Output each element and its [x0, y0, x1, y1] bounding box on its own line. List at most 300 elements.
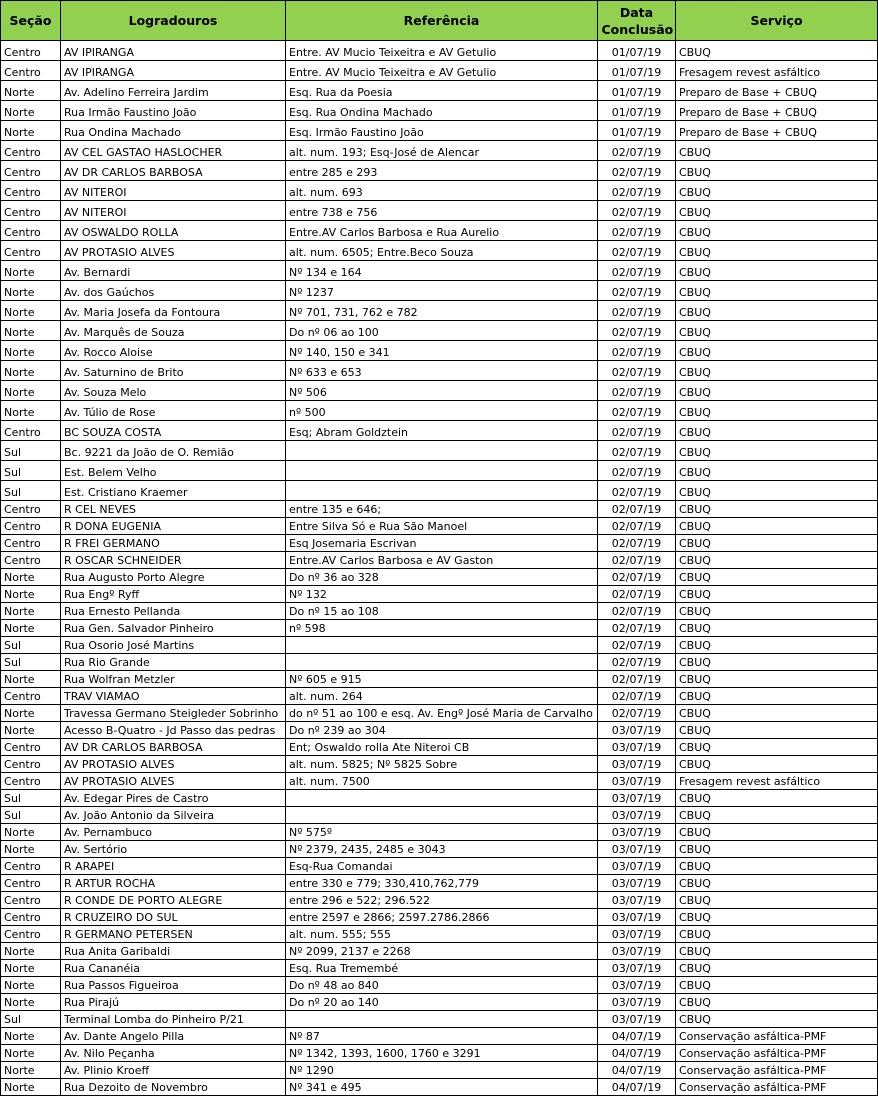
header-logradouros[interactable]: Logradouros	[61, 1, 286, 41]
secao-cell[interactable]: Norte	[1, 321, 61, 341]
data-cell[interactable]: 02/07/19	[598, 321, 676, 341]
servico-cell[interactable]: CBUQ	[676, 790, 878, 807]
data-cell[interactable]: 04/07/19	[598, 1079, 676, 1096]
secao-cell[interactable]: Centro	[1, 141, 61, 161]
logradouro-cell[interactable]: Rua Rio Grande	[61, 654, 286, 671]
servico-cell[interactable]: Conservação asfáltica-PMF	[676, 1028, 878, 1045]
secao-cell[interactable]: Sul	[1, 790, 61, 807]
data-cell[interactable]: 02/07/19	[598, 620, 676, 637]
header-data-conclusao[interactable]: Data Conclusão	[598, 1, 676, 41]
servico-cell[interactable]: CBUQ	[676, 221, 878, 241]
data-cell[interactable]: 02/07/19	[598, 221, 676, 241]
servico-cell[interactable]: CBUQ	[676, 552, 878, 569]
secao-cell[interactable]: Norte	[1, 381, 61, 401]
logradouro-cell[interactable]: R OSCAR SCHNEIDER	[61, 552, 286, 569]
data-cell[interactable]: 02/07/19	[598, 281, 676, 301]
referencia-cell[interactable]	[286, 637, 598, 654]
logradouro-cell[interactable]: AV IPIRANGA	[61, 61, 286, 81]
servico-cell[interactable]: CBUQ	[676, 321, 878, 341]
secao-cell[interactable]: Sul	[1, 481, 61, 501]
data-cell[interactable]: 02/07/19	[598, 603, 676, 620]
logradouro-cell[interactable]: R CRUZEIRO DO SUL	[61, 909, 286, 926]
secao-cell[interactable]: Centro	[1, 181, 61, 201]
secao-cell[interactable]: Centro	[1, 773, 61, 790]
referencia-cell[interactable]	[286, 481, 598, 501]
servico-cell[interactable]: CBUQ	[676, 361, 878, 381]
referencia-cell[interactable]: Nº 1237	[286, 281, 598, 301]
servico-cell[interactable]: CBUQ	[676, 535, 878, 552]
referencia-cell[interactable]: Entre.AV Carlos Barbosa e AV Gaston	[286, 552, 598, 569]
servico-cell[interactable]: CBUQ	[676, 241, 878, 261]
logradouro-cell[interactable]: Av. Marquês de Souza	[61, 321, 286, 341]
data-cell[interactable]: 03/07/19	[598, 909, 676, 926]
logradouro-cell[interactable]: Av. Bernardi	[61, 261, 286, 281]
servico-cell[interactable]: CBUQ	[676, 441, 878, 461]
data-cell[interactable]: 04/07/19	[598, 1028, 676, 1045]
secao-cell[interactable]: Norte	[1, 301, 61, 321]
logradouro-cell[interactable]: Rua Gen. Salvador Pinheiro	[61, 620, 286, 637]
data-cell[interactable]: 03/07/19	[598, 773, 676, 790]
data-cell[interactable]: 03/07/19	[598, 722, 676, 739]
servico-cell[interactable]: CBUQ	[676, 341, 878, 361]
servico-cell[interactable]: CBUQ	[676, 301, 878, 321]
servico-cell[interactable]: CBUQ	[676, 722, 878, 739]
referencia-cell[interactable]: Nº 633 e 653	[286, 361, 598, 381]
logradouro-cell[interactable]: Av. Dante Angelo Pilla	[61, 1028, 286, 1045]
secao-cell[interactable]: Centro	[1, 858, 61, 875]
header-servico[interactable]: Serviço	[676, 1, 878, 41]
referencia-cell[interactable]: Nº 1342, 1393, 1600, 1760 e 3291	[286, 1045, 598, 1062]
servico-cell[interactable]: CBUQ	[676, 807, 878, 824]
referencia-cell[interactable]: alt. num. 264	[286, 688, 598, 705]
referencia-cell[interactable]: Ent; Oswaldo rolla Ate Niteroi CB	[286, 739, 598, 756]
secao-cell[interactable]: Centro	[1, 501, 61, 518]
data-cell[interactable]: 02/07/19	[598, 441, 676, 461]
logradouro-cell[interactable]: Av. Souza Melo	[61, 381, 286, 401]
logradouro-cell[interactable]: Est. Belem Velho	[61, 461, 286, 481]
logradouro-cell[interactable]: Rua Ondina Machado	[61, 121, 286, 141]
logradouro-cell[interactable]: AV DR CARLOS BARBOSA	[61, 161, 286, 181]
data-cell[interactable]: 02/07/19	[598, 261, 676, 281]
data-cell[interactable]: 04/07/19	[598, 1062, 676, 1079]
logradouro-cell[interactable]: Rua Ernesto Pellanda	[61, 603, 286, 620]
referencia-cell[interactable]: entre 296 e 522; 296.522	[286, 892, 598, 909]
data-cell[interactable]: 02/07/19	[598, 201, 676, 221]
servico-cell[interactable]: Fresagem revest asfáltico	[676, 61, 878, 81]
data-cell[interactable]: 02/07/19	[598, 535, 676, 552]
servico-cell[interactable]: CBUQ	[676, 161, 878, 181]
logradouro-cell[interactable]: Av. Plinio Kroeff	[61, 1062, 286, 1079]
referencia-cell[interactable]	[286, 790, 598, 807]
referencia-cell[interactable]	[286, 441, 598, 461]
data-cell[interactable]: 03/07/19	[598, 841, 676, 858]
logradouro-cell[interactable]: Rua Osorio José Martins	[61, 637, 286, 654]
logradouro-cell[interactable]: R ARTUR ROCHA	[61, 875, 286, 892]
secao-cell[interactable]: Centro	[1, 41, 61, 61]
data-cell[interactable]: 01/07/19	[598, 121, 676, 141]
servico-cell[interactable]: CBUQ	[676, 181, 878, 201]
referencia-cell[interactable]: Do nº 36 ao 328	[286, 569, 598, 586]
data-cell[interactable]: 03/07/19	[598, 858, 676, 875]
logradouro-cell[interactable]: Av. João Antonio da Silveira	[61, 807, 286, 824]
secao-cell[interactable]: Sul	[1, 654, 61, 671]
data-cell[interactable]: 02/07/19	[598, 181, 676, 201]
referencia-cell[interactable]: entre 2597 e 2866; 2597.2786.2866	[286, 909, 598, 926]
logradouro-cell[interactable]: Av. Saturnino de Brito	[61, 361, 286, 381]
logradouro-cell[interactable]: AV PROTASIO ALVES	[61, 773, 286, 790]
referencia-cell[interactable]: Do nº 15 ao 108	[286, 603, 598, 620]
servico-cell[interactable]: CBUQ	[676, 421, 878, 441]
logradouro-cell[interactable]: R CONDE DE PORTO ALEGRE	[61, 892, 286, 909]
data-cell[interactable]: 03/07/19	[598, 977, 676, 994]
secao-cell[interactable]: Norte	[1, 341, 61, 361]
data-cell[interactable]: 02/07/19	[598, 569, 676, 586]
secao-cell[interactable]: Norte	[1, 994, 61, 1011]
secao-cell[interactable]: Norte	[1, 281, 61, 301]
logradouro-cell[interactable]: Av. Maria Josefa da Fontoura	[61, 301, 286, 321]
referencia-cell[interactable]: Do nº 48 ao 840	[286, 977, 598, 994]
servico-cell[interactable]: CBUQ	[676, 41, 878, 61]
referencia-cell[interactable]: Nº 140, 150 e 341	[286, 341, 598, 361]
servico-cell[interactable]: CBUQ	[676, 892, 878, 909]
data-cell[interactable]: 02/07/19	[598, 381, 676, 401]
referencia-cell[interactable]: Esq. Rua da Poesia	[286, 81, 598, 101]
data-cell[interactable]: 02/07/19	[598, 141, 676, 161]
logradouro-cell[interactable]: Est. Cristiano Kraemer	[61, 481, 286, 501]
referencia-cell[interactable]: Nº 87	[286, 1028, 598, 1045]
secao-cell[interactable]: Centro	[1, 61, 61, 81]
referencia-cell[interactable]: entre 135 e 646;	[286, 501, 598, 518]
referencia-cell[interactable]: entre 330 e 779; 330,410,762,779	[286, 875, 598, 892]
referencia-cell[interactable]: do nº 51 ao 100 e esq. Av. Engº José Maria de Carvalho	[286, 705, 598, 722]
secao-cell[interactable]: Norte	[1, 603, 61, 620]
table-row	[1, 705, 878, 722]
data-cell[interactable]: 02/07/19	[598, 705, 676, 722]
referencia-cell[interactable]: Nº 605 e 915	[286, 671, 598, 688]
logradouro-cell[interactable]: Av. Adelino Ferreira Jardim	[61, 81, 286, 101]
data-cell[interactable]: 03/07/19	[598, 875, 676, 892]
secao-cell[interactable]: Centro	[1, 688, 61, 705]
referencia-cell[interactable]: Do nº 20 ao 140	[286, 994, 598, 1011]
data-cell[interactable]: 02/07/19	[598, 586, 676, 603]
data-cell[interactable]: 02/07/19	[598, 501, 676, 518]
logradouro-cell[interactable]: AV CEL GASTAO HASLOCHER	[61, 141, 286, 161]
secao-cell[interactable]: Norte	[1, 101, 61, 121]
servico-cell[interactable]: CBUQ	[676, 201, 878, 221]
header-secao[interactable]: Seção	[1, 1, 61, 41]
data-cell[interactable]: 02/07/19	[598, 461, 676, 481]
data-cell[interactable]: 01/07/19	[598, 81, 676, 101]
secao-cell[interactable]: Centro	[1, 518, 61, 535]
referencia-cell[interactable]: Esq-Rua Comandai	[286, 858, 598, 875]
servico-cell[interactable]: CBUQ	[676, 603, 878, 620]
servico-cell[interactable]: CBUQ	[676, 671, 878, 688]
servico-cell[interactable]: CBUQ	[676, 926, 878, 943]
servico-cell[interactable]: Preparo de Base + CBUQ	[676, 81, 878, 101]
logradouro-cell[interactable]: R GERMANO PETERSEN	[61, 926, 286, 943]
logradouro-cell[interactable]: AV OSWALDO ROLLA	[61, 221, 286, 241]
logradouro-cell[interactable]: Av. Pernambuco	[61, 824, 286, 841]
servico-cell[interactable]: CBUQ	[676, 824, 878, 841]
logradouro-cell[interactable]: Rua Wolfran Metzler	[61, 671, 286, 688]
secao-cell[interactable]: Norte	[1, 841, 61, 858]
data-cell[interactable]: 04/07/19	[598, 1045, 676, 1062]
servico-cell[interactable]: Preparo de Base + CBUQ	[676, 121, 878, 141]
servico-cell[interactable]: CBUQ	[676, 281, 878, 301]
referencia-cell[interactable]: Nº 575º	[286, 824, 598, 841]
servico-cell[interactable]: CBUQ	[676, 977, 878, 994]
secao-cell[interactable]: Norte	[1, 1028, 61, 1045]
servico-cell[interactable]: CBUQ	[676, 569, 878, 586]
secao-cell[interactable]: Centro	[1, 161, 61, 181]
referencia-cell[interactable]: Nº 1290	[286, 1062, 598, 1079]
logradouro-cell[interactable]: Av. Túlio de Rose	[61, 401, 286, 421]
servico-cell[interactable]: CBUQ	[676, 909, 878, 926]
data-cell[interactable]: 02/07/19	[598, 421, 676, 441]
servico-cell[interactable]: CBUQ	[676, 381, 878, 401]
servico-cell[interactable]: CBUQ	[676, 688, 878, 705]
servico-cell[interactable]: CBUQ	[676, 401, 878, 421]
referencia-cell[interactable]: Nº 2379, 2435, 2485 e 3043	[286, 841, 598, 858]
servico-cell[interactable]: CBUQ	[676, 756, 878, 773]
referencia-cell[interactable]: nº 598	[286, 620, 598, 637]
logradouro-cell[interactable]: TRAV VIAMAO	[61, 688, 286, 705]
referencia-cell[interactable]: alt. num. 5825; Nº 5825 Sobre	[286, 756, 598, 773]
referencia-cell[interactable]	[286, 461, 598, 481]
data-cell[interactable]: 02/07/19	[598, 671, 676, 688]
servico-cell[interactable]: Conservação asfáltica-PMF	[676, 1079, 878, 1096]
logradouro-cell[interactable]: AV PROTASIO ALVES	[61, 241, 286, 261]
secao-cell[interactable]: Norte	[1, 824, 61, 841]
data-cell[interactable]: 01/07/19	[598, 61, 676, 81]
logradouro-cell[interactable]: AV PROTASIO ALVES	[61, 756, 286, 773]
header-referencia[interactable]: Referência	[286, 1, 598, 41]
servico-cell[interactable]: CBUQ	[676, 637, 878, 654]
secao-cell[interactable]: Centro	[1, 909, 61, 926]
servico-cell[interactable]: CBUQ	[676, 141, 878, 161]
logradouro-cell[interactable]: Terminal Lomba do Pinheiro P/21	[61, 1011, 286, 1028]
logradouro-cell[interactable]: R CEL NEVES	[61, 501, 286, 518]
logradouro-cell[interactable]: BC SOUZA COSTA	[61, 421, 286, 441]
data-cell[interactable]: 03/07/19	[598, 756, 676, 773]
referencia-cell[interactable]	[286, 654, 598, 671]
data-cell[interactable]: 03/07/19	[598, 790, 676, 807]
servico-cell[interactable]: Fresagem revest asfáltico	[676, 773, 878, 790]
secao-cell[interactable]: Norte	[1, 361, 61, 381]
logradouro-cell[interactable]: AV NITEROI	[61, 181, 286, 201]
data-cell[interactable]: 02/07/19	[598, 654, 676, 671]
referencia-cell[interactable]: Nº 701, 731, 762 e 782	[286, 301, 598, 321]
secao-cell[interactable]: Norte	[1, 943, 61, 960]
servico-cell[interactable]: CBUQ	[676, 461, 878, 481]
data-cell[interactable]: 03/07/19	[598, 926, 676, 943]
data-cell[interactable]: 03/07/19	[598, 1011, 676, 1028]
referencia-cell[interactable]: Esq. Irmão Faustino João	[286, 121, 598, 141]
servico-cell[interactable]: CBUQ	[676, 841, 878, 858]
data-cell[interactable]: 03/07/19	[598, 943, 676, 960]
data-cell[interactable]: 02/07/19	[598, 361, 676, 381]
servico-cell[interactable]: CBUQ	[676, 518, 878, 535]
secao-cell[interactable]: Norte	[1, 1045, 61, 1062]
secao-cell[interactable]: Norte	[1, 121, 61, 141]
logradouro-cell[interactable]: Av. Edegar Pires de Castro	[61, 790, 286, 807]
table-row	[1, 637, 878, 654]
data-cell[interactable]: 02/07/19	[598, 688, 676, 705]
secao-cell[interactable]: Sul	[1, 461, 61, 481]
referencia-cell[interactable]: Nº 506	[286, 381, 598, 401]
referencia-cell[interactable]: Esq; Abram Goldztein	[286, 421, 598, 441]
servico-cell[interactable]: Conservação asfáltica-PMF	[676, 1045, 878, 1062]
secao-cell[interactable]: Centro	[1, 756, 61, 773]
referencia-cell[interactable]: alt. num. 555; 555	[286, 926, 598, 943]
referencia-cell[interactable]: alt. num. 693	[286, 181, 598, 201]
logradouro-cell[interactable]: R FREI GERMANO	[61, 535, 286, 552]
servico-cell[interactable]: CBUQ	[676, 620, 878, 637]
secao-cell[interactable]: Norte	[1, 977, 61, 994]
logradouro-cell[interactable]: Av. Sertório	[61, 841, 286, 858]
servico-cell[interactable]: CBUQ	[676, 481, 878, 501]
servico-cell[interactable]: Conservação asfáltica-PMF	[676, 1062, 878, 1079]
logradouro-cell[interactable]: Rua Passos Figueiroa	[61, 977, 286, 994]
data-cell[interactable]: 01/07/19	[598, 101, 676, 121]
data-cell[interactable]: 02/07/19	[598, 241, 676, 261]
data-cell[interactable]: 02/07/19	[598, 552, 676, 569]
logradouro-cell[interactable]: Rua Engº Ryff	[61, 586, 286, 603]
data-cell[interactable]: 03/07/19	[598, 892, 676, 909]
referencia-cell[interactable]: Esq. Rua Ondina Machado	[286, 101, 598, 121]
referencia-cell[interactable]: nº 500	[286, 401, 598, 421]
logradouro-cell[interactable]: R DONA EUGENIA	[61, 518, 286, 535]
data-cell[interactable]: 02/07/19	[598, 341, 676, 361]
secao-cell[interactable]: Centro	[1, 552, 61, 569]
secao-cell[interactable]: Norte	[1, 586, 61, 603]
data-cell[interactable]: 03/07/19	[598, 807, 676, 824]
servico-cell[interactable]: CBUQ	[676, 705, 878, 722]
servico-cell[interactable]: CBUQ	[676, 586, 878, 603]
logradouro-cell[interactable]: AV NITEROI	[61, 201, 286, 221]
secao-cell[interactable]: Norte	[1, 1062, 61, 1079]
logradouro-cell[interactable]: AV IPIRANGA	[61, 41, 286, 61]
secao-cell[interactable]: Norte	[1, 722, 61, 739]
secao-cell[interactable]: Centro	[1, 739, 61, 756]
secao-cell[interactable]: Norte	[1, 569, 61, 586]
secao-cell[interactable]: Centro	[1, 875, 61, 892]
secao-cell[interactable]: Norte	[1, 960, 61, 977]
referencia-cell[interactable]: Do nº 239 ao 304	[286, 722, 598, 739]
secao-cell[interactable]: Sul	[1, 441, 61, 461]
logradouro-cell[interactable]: R ARAPEI	[61, 858, 286, 875]
logradouro-cell[interactable]: Rua Pirajú	[61, 994, 286, 1011]
secao-cell[interactable]: Norte	[1, 81, 61, 101]
secao-cell[interactable]: Centro	[1, 241, 61, 261]
logradouro-cell[interactable]: Travessa Germano Steigleder Sobrinho	[61, 705, 286, 722]
referencia-cell[interactable]: Nº 134 e 164	[286, 261, 598, 281]
logradouro-cell[interactable]: Bc. 9221 da João de O. Remião	[61, 441, 286, 461]
data-cell[interactable]: 02/07/19	[598, 401, 676, 421]
servico-cell[interactable]: CBUQ	[676, 501, 878, 518]
referencia-cell[interactable]: Entre.AV Carlos Barbosa e Rua Aurelio	[286, 221, 598, 241]
secao-cell[interactable]: Centro	[1, 221, 61, 241]
data-cell[interactable]: 03/07/19	[598, 994, 676, 1011]
secao-cell[interactable]: Centro	[1, 201, 61, 221]
secao-cell[interactable]: Norte	[1, 671, 61, 688]
referencia-cell[interactable]: Entre Silva Só e Rua São Manoel	[286, 518, 598, 535]
secao-cell[interactable]: Norte	[1, 401, 61, 421]
servico-cell[interactable]: CBUQ	[676, 261, 878, 281]
secao-cell[interactable]: Centro	[1, 421, 61, 441]
logradouro-cell[interactable]: Rua Augusto Porto Alegre	[61, 569, 286, 586]
referencia-cell[interactable]	[286, 807, 598, 824]
secao-cell[interactable]: Norte	[1, 261, 61, 281]
logradouro-cell[interactable]: Av. Nilo Peçanha	[61, 1045, 286, 1062]
servico-cell[interactable]: CBUQ	[676, 739, 878, 756]
referencia-cell[interactable]: entre 738 e 756	[286, 201, 598, 221]
data-cell[interactable]: 02/07/19	[598, 161, 676, 181]
servico-cell[interactable]: CBUQ	[676, 654, 878, 671]
data-cell[interactable]: 02/07/19	[598, 518, 676, 535]
logradouro-cell[interactable]: Rua Cananéia	[61, 960, 286, 977]
secao-cell[interactable]: Norte	[1, 705, 61, 722]
servico-cell[interactable]: CBUQ	[676, 875, 878, 892]
logradouro-cell[interactable]: Av. dos Gaúchos	[61, 281, 286, 301]
referencia-cell[interactable]: Do nº 06 ao 100	[286, 321, 598, 341]
data-cell[interactable]: 03/07/19	[598, 739, 676, 756]
secao-cell[interactable]: Centro	[1, 892, 61, 909]
referencia-cell[interactable]: alt. num. 6505; Entre.Beco Souza	[286, 241, 598, 261]
logradouro-cell[interactable]: AV DR CARLOS BARBOSA	[61, 739, 286, 756]
secao-cell[interactable]: Centro	[1, 926, 61, 943]
data-cell[interactable]: 03/07/19	[598, 824, 676, 841]
table-row	[1, 141, 878, 161]
servico-cell[interactable]: CBUQ	[676, 943, 878, 960]
secao-cell[interactable]: Norte	[1, 620, 61, 637]
secao-cell[interactable]: Sul	[1, 1011, 61, 1028]
referencia-cell[interactable]: Nº 341 e 495	[286, 1079, 598, 1096]
referencia-cell[interactable]: Entre. AV Mucio Teixeitra e AV Getulio	[286, 61, 598, 81]
referencia-cell[interactable]: Esq Josemaria Escrivan	[286, 535, 598, 552]
data-cell[interactable]: 02/07/19	[598, 301, 676, 321]
logradouro-cell[interactable]: Av. Rocco Aloise	[61, 341, 286, 361]
referencia-cell[interactable]: alt. num. 7500	[286, 773, 598, 790]
referencia-cell[interactable]: Nº 132	[286, 586, 598, 603]
logradouro-cell[interactable]: Rua Dezoito de Novembro	[61, 1079, 286, 1096]
servico-cell[interactable]: CBUQ	[676, 960, 878, 977]
secao-cell[interactable]: Sul	[1, 637, 61, 654]
table-row	[1, 241, 878, 261]
secao-cell[interactable]: Centro	[1, 535, 61, 552]
data-cell[interactable]: 02/07/19	[598, 481, 676, 501]
logradouro-cell[interactable]: Rua Irmão Faustino João	[61, 101, 286, 121]
logradouro-cell[interactable]: Rua Anita Garibaldi	[61, 943, 286, 960]
referencia-cell[interactable]: Entre. AV Mucio Teixeitra e AV Getulio	[286, 41, 598, 61]
servico-cell[interactable]: CBUQ	[676, 994, 878, 1011]
referencia-cell[interactable]: alt. num. 193; Esq-José de Alencar	[286, 141, 598, 161]
data-cell[interactable]: 02/07/19	[598, 637, 676, 654]
secao-cell[interactable]: Sul	[1, 807, 61, 824]
servico-cell[interactable]: CBUQ	[676, 1011, 878, 1028]
table-row	[1, 841, 878, 858]
data-cell[interactable]: 01/07/19	[598, 41, 676, 61]
data-cell[interactable]: 03/07/19	[598, 960, 676, 977]
servico-cell[interactable]: CBUQ	[676, 858, 878, 875]
referencia-cell[interactable]: Esq. Rua Tremembé	[286, 960, 598, 977]
referencia-cell[interactable]: entre 285 e 293	[286, 161, 598, 181]
servico-cell[interactable]: Preparo de Base + CBUQ	[676, 101, 878, 121]
referencia-cell[interactable]	[286, 1011, 598, 1028]
logradouro-cell[interactable]: Acesso B-Quatro - Jd Passo das pedras	[61, 722, 286, 739]
referencia-cell[interactable]: Nº 2099, 2137 e 2268	[286, 943, 598, 960]
secao-cell[interactable]: Norte	[1, 1079, 61, 1096]
